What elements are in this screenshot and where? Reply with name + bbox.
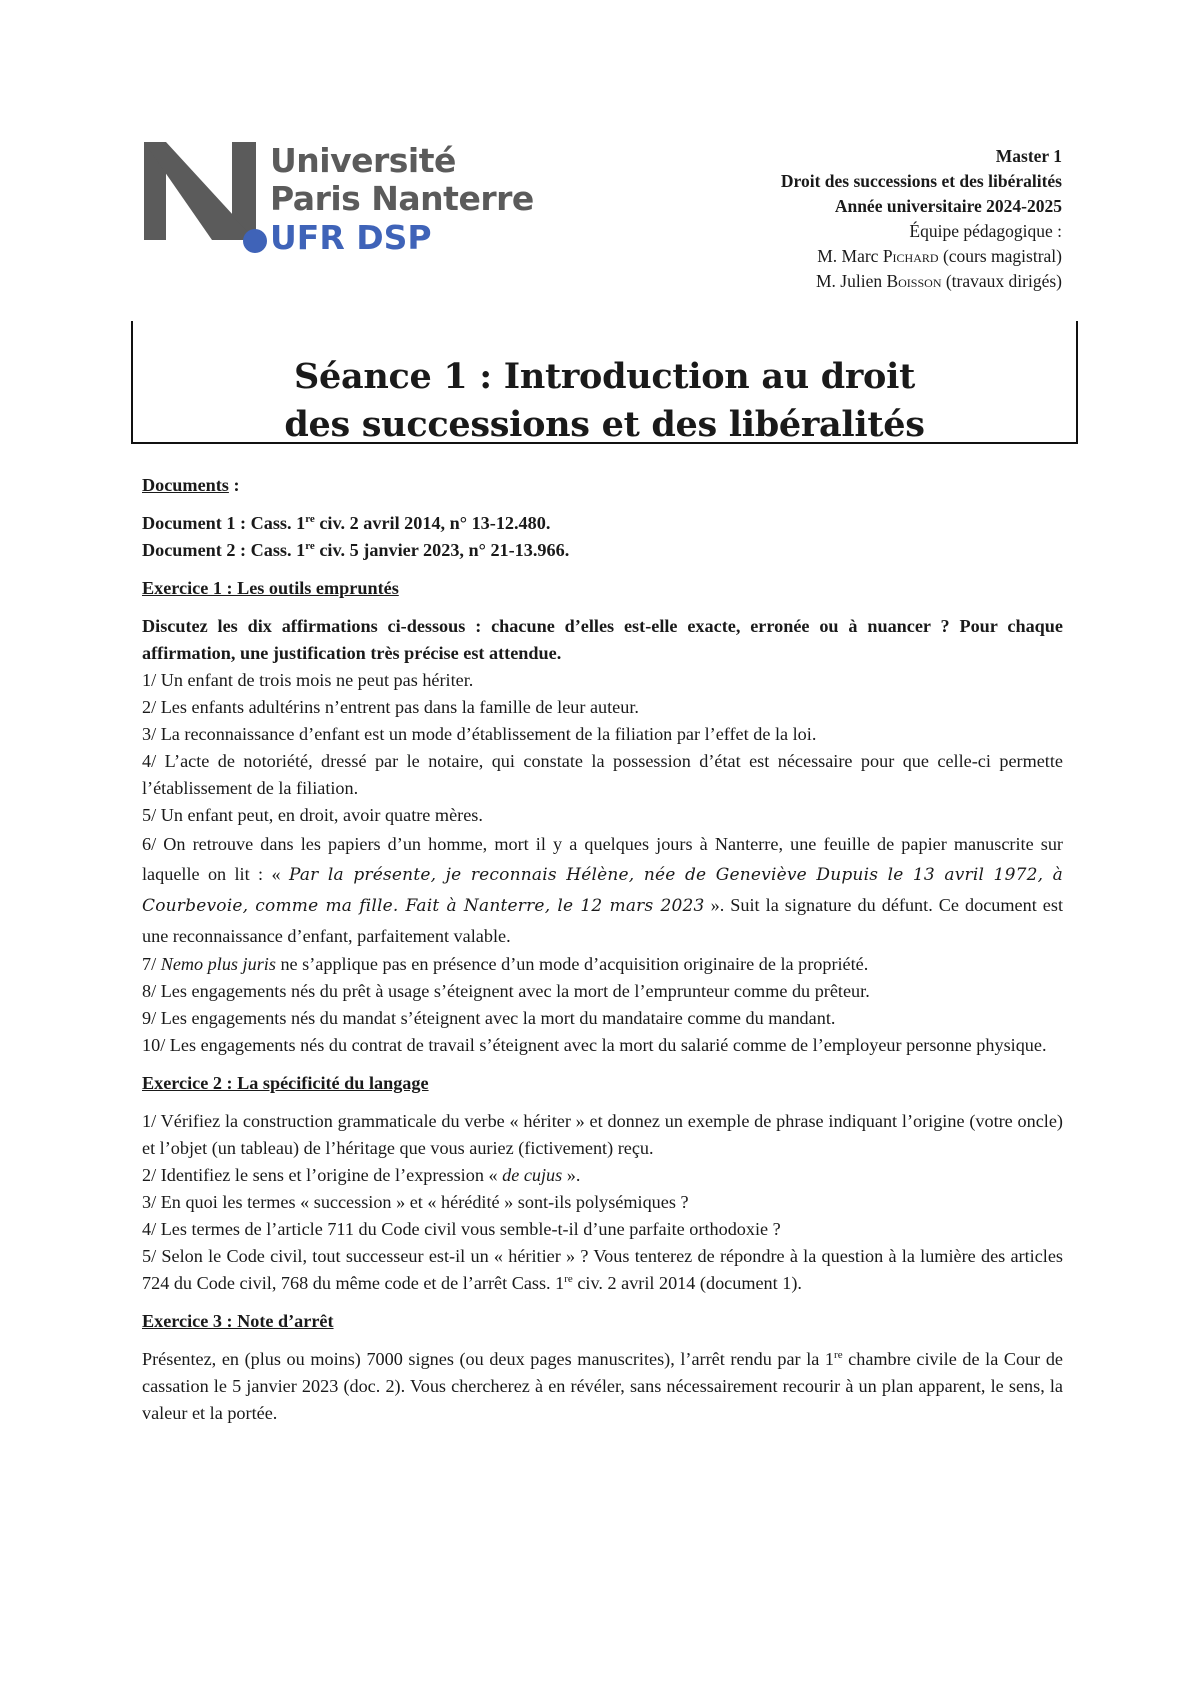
title-line-1: Séance 1 : Introduction au droit	[294, 356, 915, 397]
ex2-q2-start: 2/ Identifiez le sens et l’origine de l’expression «	[142, 1165, 503, 1185]
ex1-q4: 4/ L’acte de notoriété, dressé par le notaire, qui constate la possession d’état est nécessaire pour que celle-ci permette l’établissement de la filiation.	[142, 751, 1063, 798]
team-label: Équipe pédagogique :	[909, 221, 1062, 241]
ex3-text-end: chambre civile de la Cour de cassation le 5 janvier 2023 (doc. 2). Vous chercherez à en révéler, sans nécessairement recourir à un plan apparent, le sens, la valeur et la portée.	[142, 1349, 1063, 1423]
course-header	[781, 144, 1062, 294]
exercise-1-instruction: Discutez les dix affirmations ci-dessous : chacune d’elles est-elle exacte, erronée ou à nuancer ? Pour chaque affirmation, une justification très précise est attendue.	[142, 616, 1063, 663]
ex1-q7-num: 7/	[142, 954, 161, 974]
ex1-q6-start: 6/ On retrouve dans les papiers d’un homme, mort il y a quelques jours à Nanterre, une feuille de papier manuscrite sur laquelle on lit : «	[142, 834, 1063, 884]
documents-heading-text: Documents	[142, 475, 229, 495]
ex1-q7	[142, 951, 1063, 978]
ex3-text-sup: re	[834, 1348, 843, 1361]
ex1-q5: 5/ Un enfant peut, en droit, avoir quatre mères.	[142, 805, 483, 825]
logo-line-1: Université	[270, 141, 456, 180]
course-level: Master 1	[995, 146, 1062, 166]
ex1-q7-rest: ne s’applique pas en présence d’un mode d’acquisition originaire de la propriété.	[275, 954, 869, 974]
ex2-q2	[142, 1162, 1063, 1189]
ex3-text-start: Présentez, en (plus ou moins) 7000 signes (ou deux pages manuscrites), l’arrêt rendu par la 1	[142, 1349, 835, 1369]
teacher-2-first: M. Julien	[815, 271, 883, 291]
exercise-1-heading	[142, 575, 1063, 602]
nanterre-logo-mark-icon	[144, 142, 256, 240]
documents-heading-suffix: :	[228, 475, 240, 495]
ex1-q7-latin: Nemo plus juris	[160, 954, 276, 974]
doc1-suffix: civ. 2 avril 2014, n° 13-12.480.	[314, 513, 551, 533]
ex2-q2-latin: de cujus	[502, 1165, 563, 1185]
doc2-suffix: civ. 5 janvier 2023, n° 21-13.966.	[314, 540, 570, 560]
ex1-q6-handwritten: Par la présente, je reconnais Hélène, née de Geneviève Dupuis le 13 avril 1972, à Courbevoie, comme ma fille. Fait à Nanterre, le 12 mars 2023	[142, 865, 1063, 916]
teacher-1-role: (cours magistral)	[942, 246, 1062, 266]
title-line-2: des successions et des libéralités	[284, 404, 925, 445]
teacher-1-first: M. Marc	[817, 246, 879, 266]
logo-dot-icon	[243, 229, 267, 253]
logo-line-2: Paris Nanterre	[270, 179, 534, 218]
university-logo	[144, 141, 534, 262]
teacher-1	[781, 244, 1062, 269]
worksheet-content	[142, 472, 1063, 1427]
doc2-prefix: Document 2 : Cass. 1	[142, 540, 306, 560]
ex1-q8: 8/ Les engagements nés du prêt à usage s’éteignent avec la mort de l’emprunteur comme du prêteur.	[142, 981, 870, 1001]
exercise-2-heading	[142, 1070, 1063, 1097]
document-2	[142, 537, 1063, 564]
ex2-q5-sup: re	[564, 1272, 573, 1285]
ex2-q1: 1/ Vérifiez la construction grammaticale du verbe « hériter » et donnez un exemple de phrase indiquant l’origine (votre oncle) et l’objet (un tableau) de l’héritage que vous auriez (fictivement) reçu.	[142, 1111, 1063, 1158]
course-name: Droit des successions et des libéralités	[780, 171, 1062, 191]
exercise-3-heading	[142, 1308, 1063, 1335]
teacher-2-role: (travaux dirigés)	[945, 271, 1062, 291]
session-title-box	[131, 321, 1078, 444]
doc2-sup: re	[305, 539, 315, 552]
exercise-1-heading-text: Exercice 1 : Les outils empruntés	[142, 578, 399, 598]
teacher-1-last: Pichard	[882, 246, 939, 266]
doc1-prefix: Document 1 : Cass. 1	[142, 513, 306, 533]
ex1-q3: 3/ La reconnaissance d’enfant est un mode d’établissement de la filiation par l’effet de la loi.	[142, 724, 817, 744]
ex1-q9: 9/ Les engagements nés du mandat s’éteignent avec la mort du mandataire comme du mandant.	[142, 1008, 836, 1028]
ex1-q1: 1/ Un enfant de trois mois ne peut pas hériter.	[142, 670, 474, 690]
ex1-q10: 10/ Les engagements nés du contrat de travail s’éteignent avec la mort du salarié comme de l’employeur personne physique.	[142, 1035, 1047, 1055]
ex2-q4: 4/ Les termes de l’article 711 du Code civil vous semble-t-il d’une parfaite orthodoxie ?	[142, 1219, 781, 1239]
ex1-q2: 2/ Les enfants adultérins n’entrent pas dans la famille de leur auteur.	[142, 697, 639, 717]
ex2-q5	[142, 1243, 1063, 1297]
ex1-q6	[142, 829, 1063, 951]
documents-heading	[142, 472, 1063, 499]
doc1-sup: re	[305, 512, 315, 525]
ex2-q3: 3/ En quoi les termes « succession » et « hérédité » sont-ils polysémiques ?	[142, 1192, 689, 1212]
ex3-text	[142, 1346, 1063, 1427]
exercise-3-heading-text: Exercice 3 : Note d’arrêt	[142, 1311, 334, 1331]
teacher-2-last: Boisson	[886, 271, 942, 291]
session-title	[133, 321, 1076, 449]
document-1	[142, 510, 1063, 537]
teacher-2	[781, 269, 1062, 294]
ex2-q2-end: ».	[562, 1165, 581, 1185]
ex2-q5-end: civ. 2 avril 2014 (document 1).	[572, 1273, 802, 1293]
logo-ufr: UFR DSP	[270, 218, 432, 257]
exercise-2-heading-text: Exercice 2 : La spécificité du langage	[142, 1073, 429, 1093]
ex2-q5-start: 5/ Selon le Code civil, tout successeur est-il un « héritier » ? Vous tenterez de répondre à la question à la lumière des articles 724 du Code civil, 768 du même code et de l’arrêt Cass. 1	[142, 1246, 1063, 1293]
ex1-q6-end: ». Suit la signature du défunt. Ce document est une reconnaissance d’enfant, parfaitement valable.	[142, 895, 1063, 946]
academic-year: Année universitaire 2024-2025	[834, 196, 1062, 216]
